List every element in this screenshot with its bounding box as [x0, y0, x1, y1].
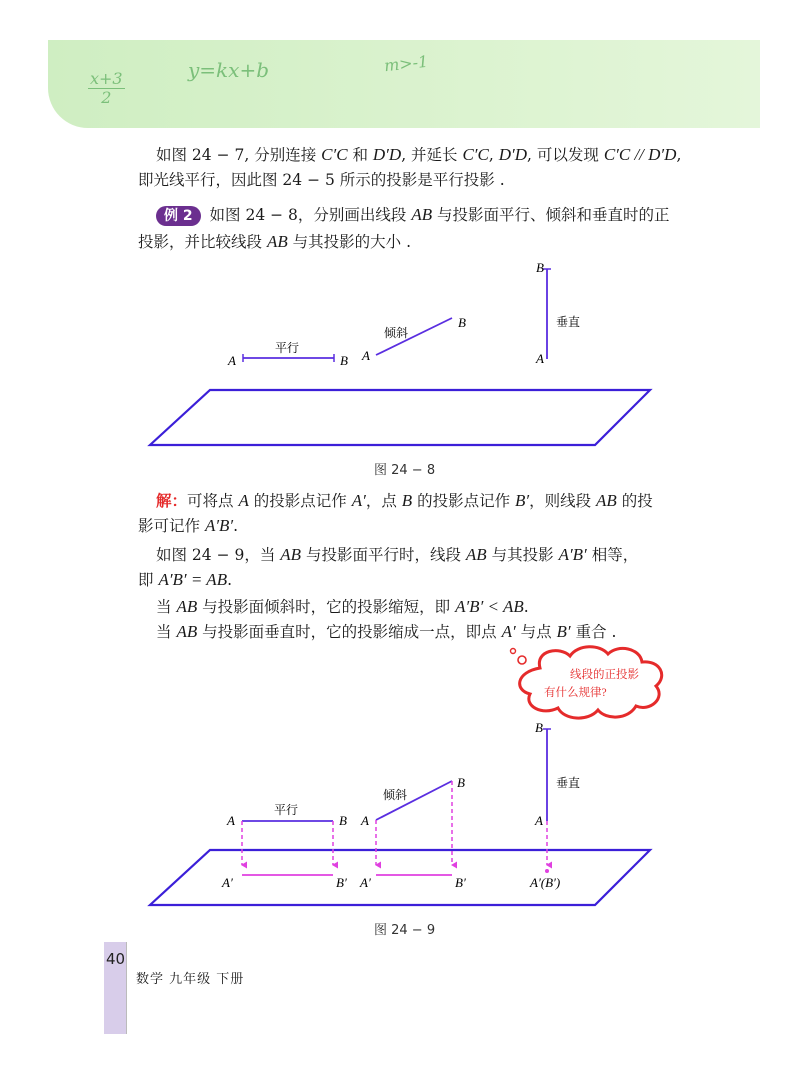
projection-plane	[150, 390, 650, 445]
header-formula-fraction: x+3 2	[90, 69, 123, 107]
label-tilted: 倾斜	[384, 326, 409, 340]
solution-line-2: 影可记作 A′B′.	[138, 516, 239, 535]
label-a-parallel: A	[228, 353, 236, 368]
label-b-parallel: B	[340, 353, 348, 368]
paragraph-1-line-2: 即光线平行，因此图 24 − 5 所示的投影是平行投影 .	[138, 171, 505, 189]
label-parallel: 平行	[275, 341, 300, 355]
label-b-parallel: B	[339, 813, 347, 828]
paragraph-4: 当 AB 与投影面倾斜时，它的投影缩短，即 A′B′ < AB.	[156, 597, 529, 616]
label-a-vertical: A	[535, 813, 543, 828]
paragraph-5: 当 AB 与投影面垂直时，它的投影缩成一点，即点 A′ 与点 B′ 重合 .	[156, 622, 617, 641]
example-2-line-2: 投影，并比较线段 AB 与其投影的大小 .	[138, 232, 412, 251]
label-vertical: 垂直	[556, 776, 581, 790]
label-bp-parallel: B′	[336, 875, 347, 890]
example-badge: 例 2	[156, 206, 201, 226]
figure-24-8	[0, 255, 800, 455]
projection-point	[545, 869, 549, 873]
label-bp-tilted: B′	[455, 875, 466, 890]
label-parallel: 平行	[274, 803, 299, 817]
bubble-dot-small	[511, 649, 516, 654]
figure-24-9	[0, 715, 800, 915]
label-ap-bp-vertical: A′(B′)	[530, 875, 561, 890]
label-b-vertical: B	[536, 260, 544, 275]
example-2: 例 2 如图 24 − 8，分别画出线段 AB 与投影面平行、倾斜和垂直时的正	[156, 203, 696, 227]
label-b-tilted: B	[458, 315, 466, 330]
solution: 解：可将点 A 的投影点记作 A′，点 B 的投影点记作 B′，则线段 AB 的投	[156, 491, 653, 510]
bubble-dot-large	[518, 656, 526, 664]
paragraph-1: 如图 24 − 7, 分别连接 C′C 和 D′D, 并延长 C′C, D′D, 可以发现 C′C // D′D,	[156, 145, 682, 164]
label-a-vertical: A	[536, 351, 544, 366]
caption-figure-24-8: 图 24 − 8	[374, 463, 436, 478]
header-formula-inequality: m>-1	[383, 51, 430, 76]
label-ap-parallel: A′	[222, 875, 233, 890]
thought-line-2: 有什么规律?	[544, 687, 607, 699]
book-title: 数学 九年级 下册	[136, 972, 245, 987]
label-vertical: 垂直	[556, 315, 581, 329]
header-formula-line: y=kx+b	[188, 58, 270, 82]
paragraph-3-line-2: 即 A′B′ = AB.	[138, 570, 233, 589]
label-a-parallel: A	[227, 813, 235, 828]
label-b-vertical: B	[535, 720, 543, 735]
caption-figure-24-9: 图 24 − 9	[374, 923, 436, 938]
page-number: 40	[106, 950, 126, 968]
header-banner	[48, 40, 760, 128]
label-ap-tilted: A′	[360, 875, 371, 890]
label-a-tilted: A	[362, 348, 370, 363]
paragraph-3: 如图 24 − 9，当 AB 与投影面平行时，线段 AB 与其投影 A′B′ 相等，	[156, 545, 639, 564]
label-a-tilted: A	[361, 813, 369, 828]
thought-line-1: 线段的正投影	[570, 669, 639, 681]
label-b-tilted: B	[457, 775, 465, 790]
thought-cloud-icon	[520, 647, 662, 718]
margin-line	[126, 942, 127, 1034]
label-tilted: 倾斜	[383, 788, 408, 802]
